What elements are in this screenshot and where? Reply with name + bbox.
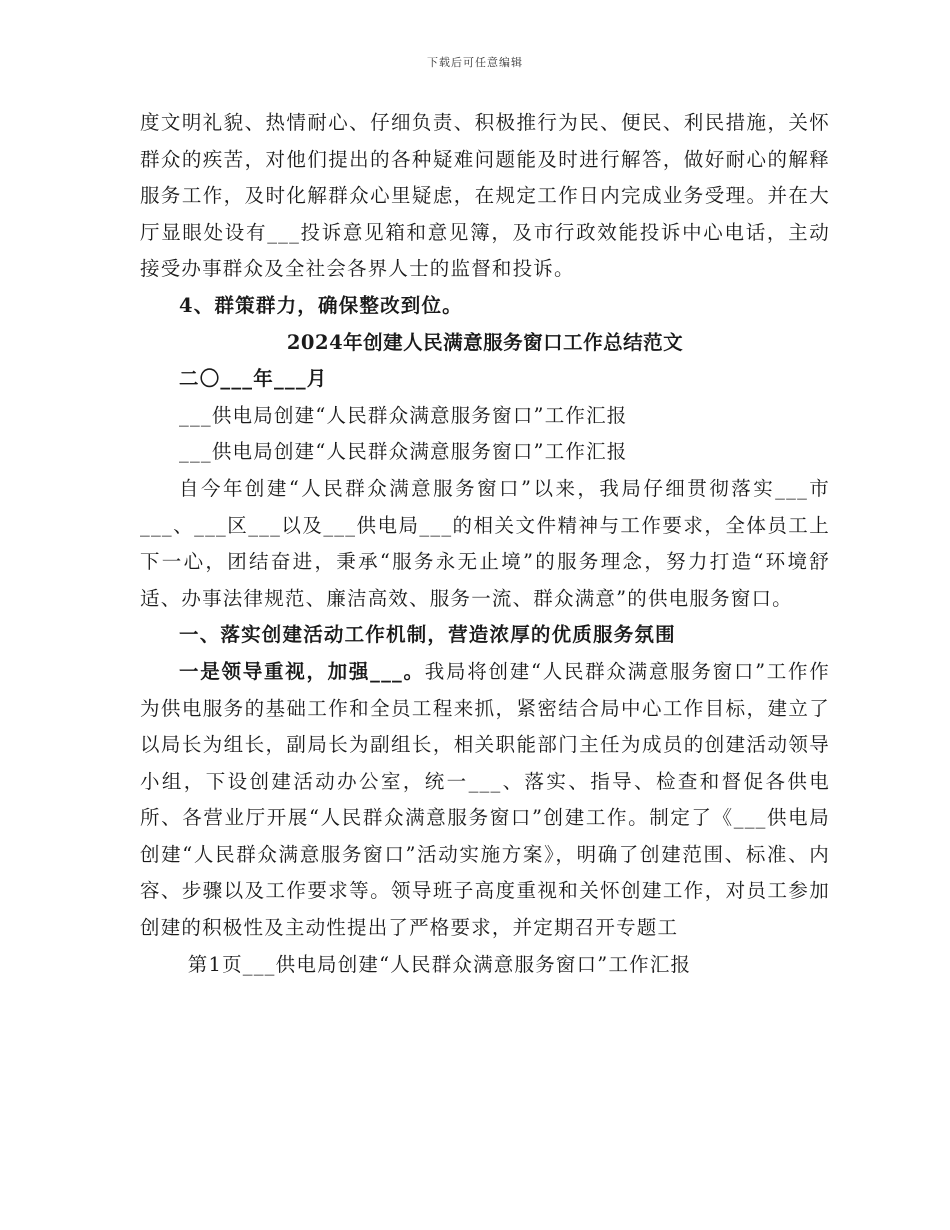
document-body [140,105,830,983]
section-heading: 一、落实创建活动工作机制，营造浓厚的优质服务氛围 [179,623,676,647]
page-footer-line: 第1页___供电局创建“人民群众满意服务窗口”工作汇报 [187,952,692,976]
report-title: ___供电局创建“人民群众满意服务窗口”工作汇报 [179,440,628,464]
page-header: 下载后可任意编辑 [427,56,523,69]
paragraph: 度文明礼貌、热情耐心、仔细负责、积极推行为民、便民、利民措施，关怀群众的疾苦，对他们提出的各种疑难问题能及时进行解答，做好耐心的解释服务工作，及时化解群众心里疑虑，在规定工作日内完成业务受理。并在大厅显眼处设有___投诉意见箱和意见簿，及市行政效能投诉中心电话，主动接受办事群众及全社会各界人士的监督和投诉。 [140,111,830,281]
report-title: ___供电局创建“人民群众满意服务窗口”工作汇报 [179,403,628,427]
paragraph-lead: 一是领导重视，加强___。 [179,659,425,683]
section-heading: 4、群策群力，确保整改到位。 [179,293,463,317]
paragraph [140,654,830,947]
date-line: 二〇___年___月 [179,367,328,391]
document-title: 2024年创建人民满意服务窗口工作总结范文 [286,330,684,354]
paragraph-text: 我局将创建“人民群众满意服务窗口”工作作为供电服务的基础工作和全员工程来抓，紧密结合局中心工作目标，建立了以局长为组长，副局长为副组长，相关职能部门主任为成员的创建活动领导小组，下设创建活动办公室，统一___、落实、指导、检查和督促各供电所、各营业厅开展“人民群众满意服务窗口”创建工作。制定了《___供电局创建“人民群众满意服务窗口”活动实施方案》，明确了创建范围、标准、内容、步骤以及工作要求等。领导班子高度重视和关怀创建工作，对员工参加创建的积极性及主动性提出了严格要求，并定期召开专题工 [140,659,830,940]
paragraph: 自今年创建“人民群众满意服务窗口”以来，我局仔细贯彻落实___市___、___区___以及___供电局___的相关文件精神与工作要求，全体员工上下一心，团结奋进，秉承“服务永无止境”的服务理念，努力打造“环境舒适、办事法律规范、廉洁高效、服务一流、群众满意”的供电服务窗口。 [140,476,830,610]
